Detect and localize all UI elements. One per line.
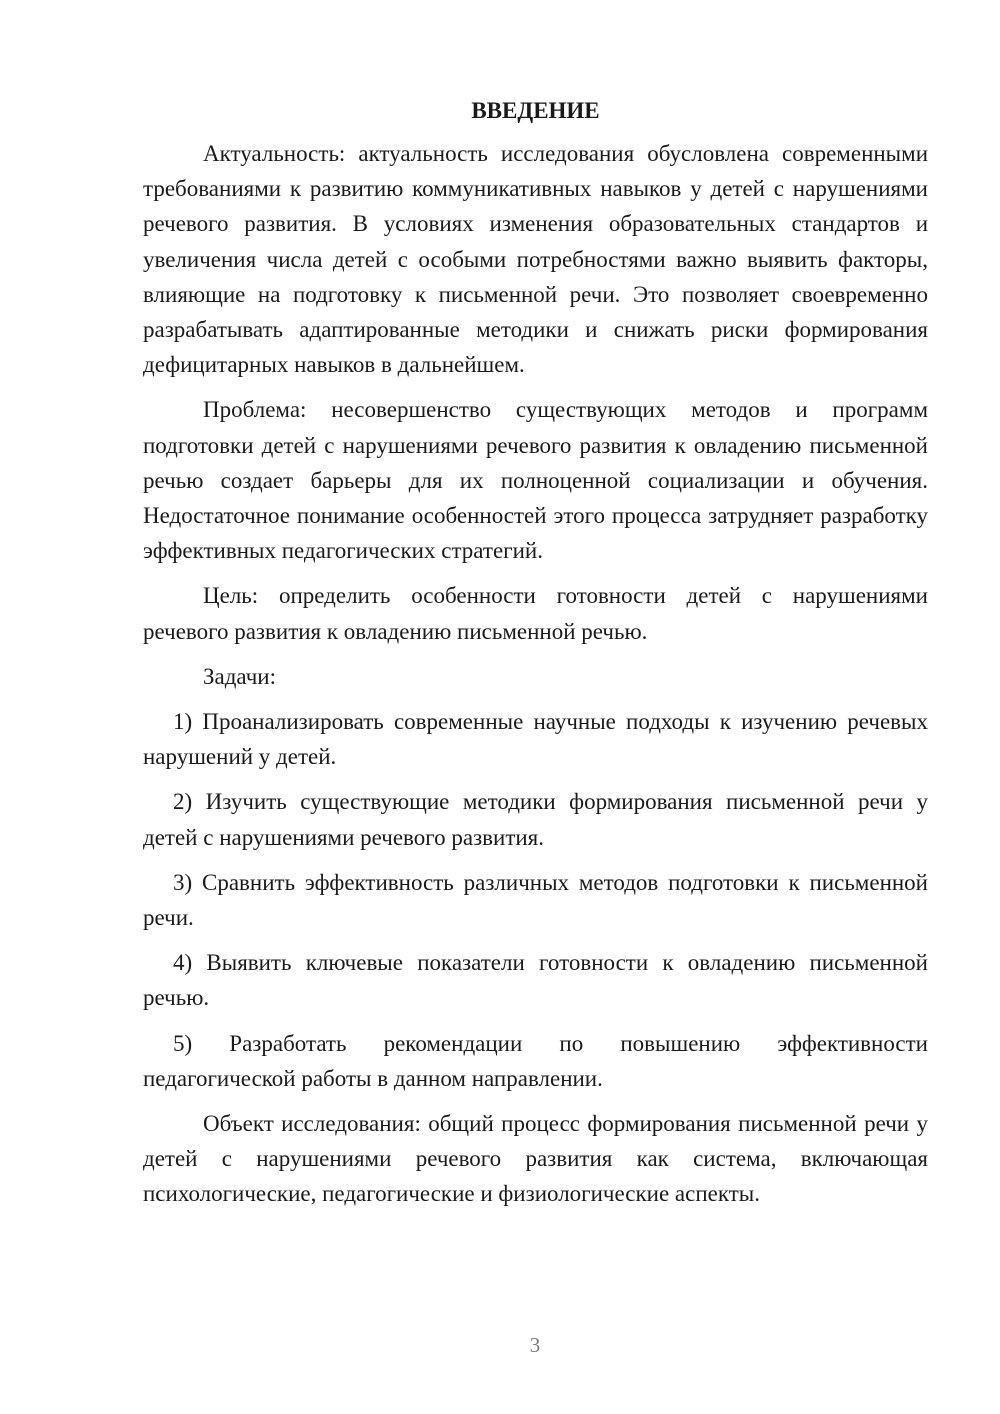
goal-paragraph: Цель: определить особенности готовности детей с нарушениями речевого развития к овладению письменной речью. [143,583,928,644]
task-item-5: 5) Разработать рекомендации по повышению эффективности педагогической работы в данном направлении. [143,1030,928,1091]
task-item-3: 3) Сравнить эффективность различных методов подготовки к письменной речи. [143,869,928,931]
page-number: 3 [529,1333,541,1357]
task-item-4: 4) Выявить ключевые показатели готовности к овладению письменной речью. [143,950,928,1011]
problem-paragraph: Проблема: несовершенство существующих методов и программ подготовки детей с нарушениями речевого развития к овладению письменной речью создает барьеры для их полноценной социализации и обучения. Недостаточное понимание особенностей этого процесса затрудняет разработку эффективных педагогических стратегий. [143,397,928,564]
relevance-paragraph: Актуальность: актуальность исследования обусловлена современными требованиями к развитию коммуникативных навыков у детей с нарушениями речевого развития. В условиях изменения образовательных стандартов и увеличения числа детей с особыми потребностями важно выявить факторы, влияющие на подготовку к письменной речи. Это позволяет своевременно разрабатывать адаптированные методики и снижать риски формирования дефицитарных навыков в дальнейшем. [143,141,928,378]
document-page [143,93,928,1212]
document-title: ВВЕДЕНИЕ [471,98,600,123]
task-item-1: 1) Проанализировать современные научные подходы к изучению речевых нарушений у детей. [143,709,928,770]
tasks-label: Задачи: [203,663,276,689]
object-paragraph: Объект исследования: общий процесс формирования письменной речи у детей с нарушениями речевого развития как система, включающая психологические, педагогические и физиологические аспекты. [143,1111,928,1207]
task-item-2: 2) Изучить существующие методики формирования письменной речи у детей с нарушениями речевого развития. [143,789,928,850]
